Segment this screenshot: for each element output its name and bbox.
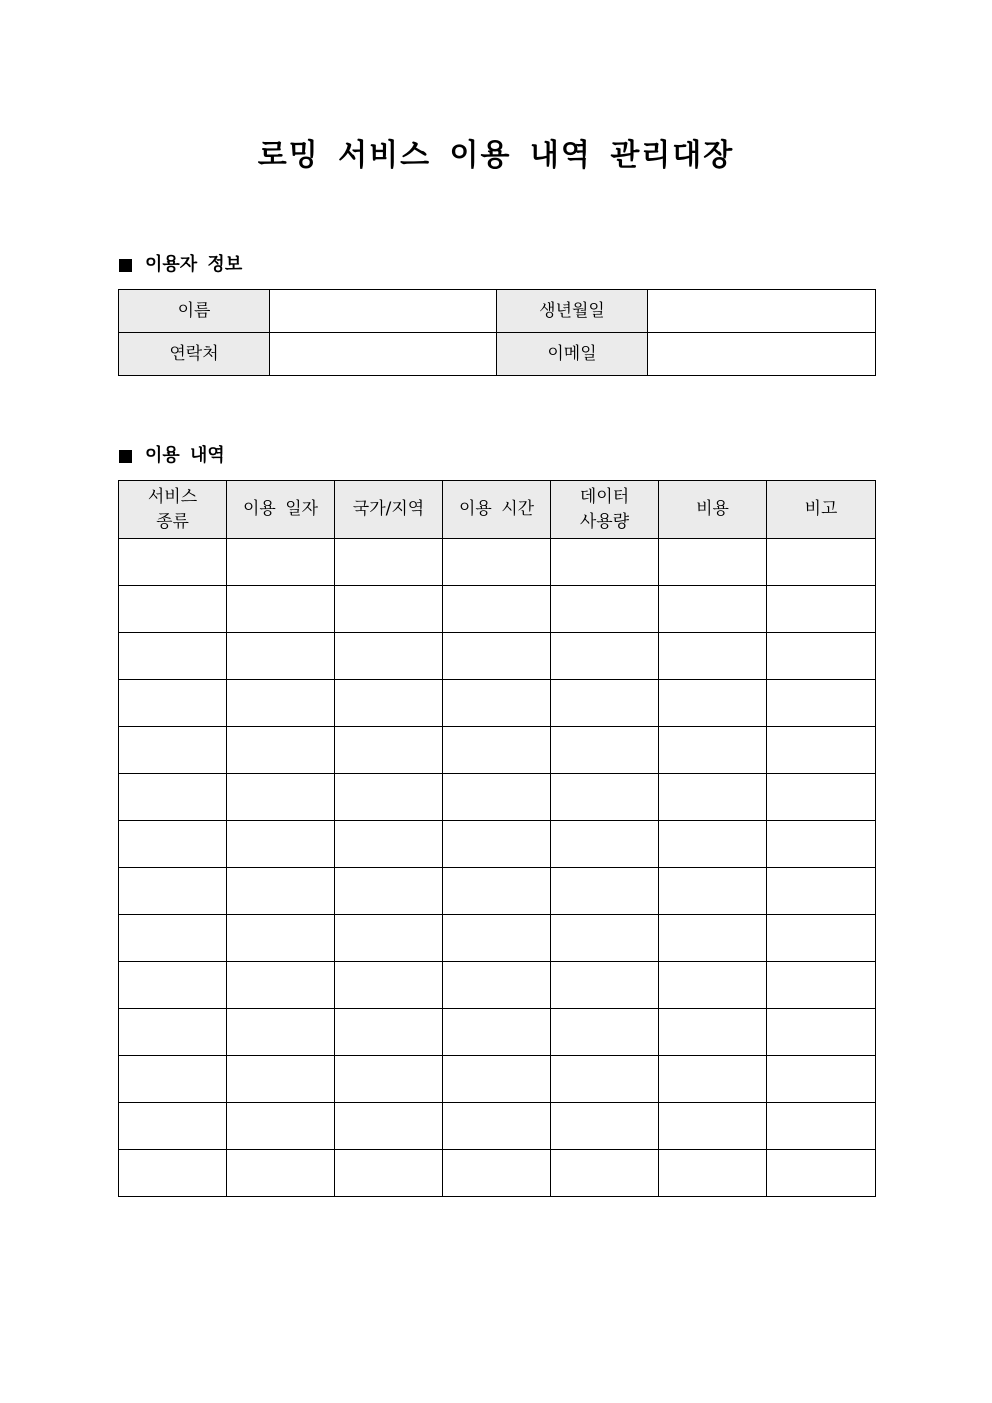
col-header-line: 사용량	[579, 511, 630, 532]
user-info-row	[119, 290, 876, 333]
service-type-cell[interactable]	[119, 868, 227, 915]
email-label: 이메일	[497, 333, 648, 376]
cost-cell[interactable]	[659, 915, 767, 962]
notes-cell[interactable]	[767, 727, 876, 774]
col-header-usage-date	[227, 481, 335, 539]
cost-cell[interactable]	[659, 680, 767, 727]
country-region-cell[interactable]	[335, 868, 443, 915]
usage-time-cell[interactable]	[443, 539, 551, 586]
col-header-line: 비고	[804, 499, 838, 519]
col-header-notes	[767, 481, 876, 539]
service-type-cell[interactable]	[119, 821, 227, 868]
data-usage-cell[interactable]	[551, 1009, 659, 1056]
data-usage-cell[interactable]	[551, 680, 659, 727]
col-header-line: 이용 일자	[242, 499, 319, 519]
data-usage-cell[interactable]	[551, 633, 659, 680]
service-type-cell[interactable]	[119, 680, 227, 727]
name-field[interactable]	[270, 290, 497, 333]
table-row	[119, 586, 876, 633]
cost-cell[interactable]	[659, 1056, 767, 1103]
usage-date-cell[interactable]	[227, 680, 335, 727]
notes-cell[interactable]	[767, 868, 876, 915]
usage-time-cell[interactable]	[443, 1009, 551, 1056]
col-header-line: 서비스	[147, 486, 198, 507]
usage-time-cell[interactable]	[443, 962, 551, 1009]
notes-cell[interactable]	[767, 586, 876, 633]
data-usage-cell[interactable]	[551, 915, 659, 962]
cost-cell[interactable]	[659, 962, 767, 1009]
data-usage-cell[interactable]	[551, 868, 659, 915]
col-header-line: 종류	[156, 511, 189, 532]
col-header-country-region	[335, 481, 443, 539]
notes-cell[interactable]	[767, 1056, 876, 1103]
usage-date-cell[interactable]	[227, 1056, 335, 1103]
cost-cell[interactable]	[659, 1009, 767, 1056]
table-row	[119, 868, 876, 915]
usage-time-cell[interactable]	[443, 868, 551, 915]
user-info-row	[119, 333, 876, 376]
notes-cell[interactable]	[767, 1150, 876, 1197]
notes-cell[interactable]	[767, 962, 876, 1009]
table-row	[119, 539, 876, 586]
cost-cell[interactable]	[659, 586, 767, 633]
usage-table	[118, 480, 876, 1197]
col-header-line: 이용 시간	[458, 499, 535, 519]
service-type-cell[interactable]	[119, 1056, 227, 1103]
usage-heading-text: 이용 내역	[145, 445, 225, 466]
data-usage-cell[interactable]	[551, 962, 659, 1009]
service-type-cell[interactable]	[119, 633, 227, 680]
table-row	[119, 774, 876, 821]
col-header-line: 비용	[696, 499, 729, 519]
square-bullet-icon	[119, 259, 132, 272]
usage-date-cell[interactable]	[227, 868, 335, 915]
usage-date-cell[interactable]	[227, 633, 335, 680]
data-usage-cell[interactable]	[551, 1150, 659, 1197]
usage-time-cell[interactable]	[443, 727, 551, 774]
cost-cell[interactable]	[659, 821, 767, 868]
country-region-cell[interactable]	[335, 1009, 443, 1056]
usage-header-row	[119, 481, 876, 539]
country-region-cell[interactable]	[335, 633, 443, 680]
name-label: 이름	[119, 290, 270, 333]
col-header-cost	[659, 481, 767, 539]
service-type-cell[interactable]	[119, 915, 227, 962]
notes-cell[interactable]	[767, 821, 876, 868]
data-usage-cell[interactable]	[551, 727, 659, 774]
usage-time-cell[interactable]	[443, 1150, 551, 1197]
table-row	[119, 821, 876, 868]
usage-time-cell[interactable]	[443, 680, 551, 727]
page-title: 로밍 서비스 이용 내역 관리대장	[257, 138, 735, 173]
country-region-cell[interactable]	[335, 774, 443, 821]
usage-date-cell[interactable]	[227, 1150, 335, 1197]
col-header-line: 데이터	[579, 486, 630, 507]
user-info-table	[118, 289, 876, 376]
country-region-cell[interactable]	[335, 962, 443, 1009]
service-type-cell[interactable]	[119, 1150, 227, 1197]
usage-time-cell[interactable]	[443, 633, 551, 680]
col-header-data-usage	[551, 481, 659, 539]
usage-time-cell[interactable]	[443, 1103, 551, 1150]
table-row	[119, 727, 876, 774]
usage-date-cell[interactable]	[227, 727, 335, 774]
service-type-cell[interactable]	[119, 1103, 227, 1150]
table-row	[119, 1103, 876, 1150]
data-usage-cell[interactable]	[551, 1056, 659, 1103]
notes-cell[interactable]	[767, 1103, 876, 1150]
country-region-cell[interactable]	[335, 915, 443, 962]
usage-date-cell[interactable]	[227, 915, 335, 962]
table-row	[119, 680, 876, 727]
table-row	[119, 1009, 876, 1056]
usage-date-cell[interactable]	[227, 1009, 335, 1056]
usage-date-cell[interactable]	[227, 962, 335, 1009]
user-info-heading	[119, 252, 242, 278]
cost-cell[interactable]	[659, 633, 767, 680]
notes-cell[interactable]	[767, 680, 876, 727]
service-type-cell[interactable]	[119, 962, 227, 1009]
country-region-cell[interactable]	[335, 586, 443, 633]
usage-date-cell[interactable]	[227, 1103, 335, 1150]
cost-cell[interactable]	[659, 774, 767, 821]
usage-time-cell[interactable]	[443, 821, 551, 868]
data-usage-cell[interactable]	[551, 539, 659, 586]
cost-cell[interactable]	[659, 868, 767, 915]
col-header-service-type	[119, 481, 227, 539]
col-header-usage-time	[443, 481, 551, 539]
country-region-cell[interactable]	[335, 1150, 443, 1197]
notes-cell[interactable]	[767, 633, 876, 680]
notes-cell[interactable]	[767, 1009, 876, 1056]
country-region-cell[interactable]	[335, 1103, 443, 1150]
birthdate-field[interactable]	[648, 290, 876, 333]
cost-cell[interactable]	[659, 539, 767, 586]
cost-cell[interactable]	[659, 727, 767, 774]
service-type-cell[interactable]	[119, 586, 227, 633]
usage-date-cell[interactable]	[227, 774, 335, 821]
usage-heading	[119, 443, 225, 469]
cost-cell[interactable]	[659, 1103, 767, 1150]
email-field[interactable]	[648, 333, 876, 376]
table-row	[119, 633, 876, 680]
col-header-line: 국가/지역	[352, 499, 425, 519]
usage-date-cell[interactable]	[227, 586, 335, 633]
country-region-cell[interactable]	[335, 680, 443, 727]
usage-time-cell[interactable]	[443, 1056, 551, 1103]
table-row	[119, 1150, 876, 1197]
data-usage-cell[interactable]	[551, 774, 659, 821]
service-type-cell[interactable]	[119, 727, 227, 774]
country-region-cell[interactable]	[335, 1056, 443, 1103]
data-usage-cell[interactable]	[551, 586, 659, 633]
table-row	[119, 1056, 876, 1103]
country-region-cell[interactable]	[335, 539, 443, 586]
contact-label: 연락처	[119, 333, 270, 376]
table-row	[119, 915, 876, 962]
service-type-cell[interactable]	[119, 1009, 227, 1056]
contact-field[interactable]	[270, 333, 497, 376]
birthdate-label: 생년월일	[497, 290, 648, 333]
data-usage-cell[interactable]	[551, 1103, 659, 1150]
notes-cell[interactable]	[767, 774, 876, 821]
notes-cell[interactable]	[767, 915, 876, 962]
service-type-cell[interactable]	[119, 539, 227, 586]
usage-time-cell[interactable]	[443, 586, 551, 633]
usage-table-body	[119, 539, 876, 1197]
service-type-cell[interactable]	[119, 774, 227, 821]
square-bullet-icon	[119, 450, 132, 463]
notes-cell[interactable]	[767, 539, 876, 586]
country-region-cell[interactable]	[335, 821, 443, 868]
usage-time-cell[interactable]	[443, 774, 551, 821]
data-usage-cell[interactable]	[551, 821, 659, 868]
usage-date-cell[interactable]	[227, 821, 335, 868]
table-row	[119, 962, 876, 1009]
user-info-heading-text: 이용자 정보	[145, 254, 243, 275]
usage-time-cell[interactable]	[443, 915, 551, 962]
country-region-cell[interactable]	[335, 727, 443, 774]
usage-date-cell[interactable]	[227, 539, 335, 586]
cost-cell[interactable]	[659, 1150, 767, 1197]
